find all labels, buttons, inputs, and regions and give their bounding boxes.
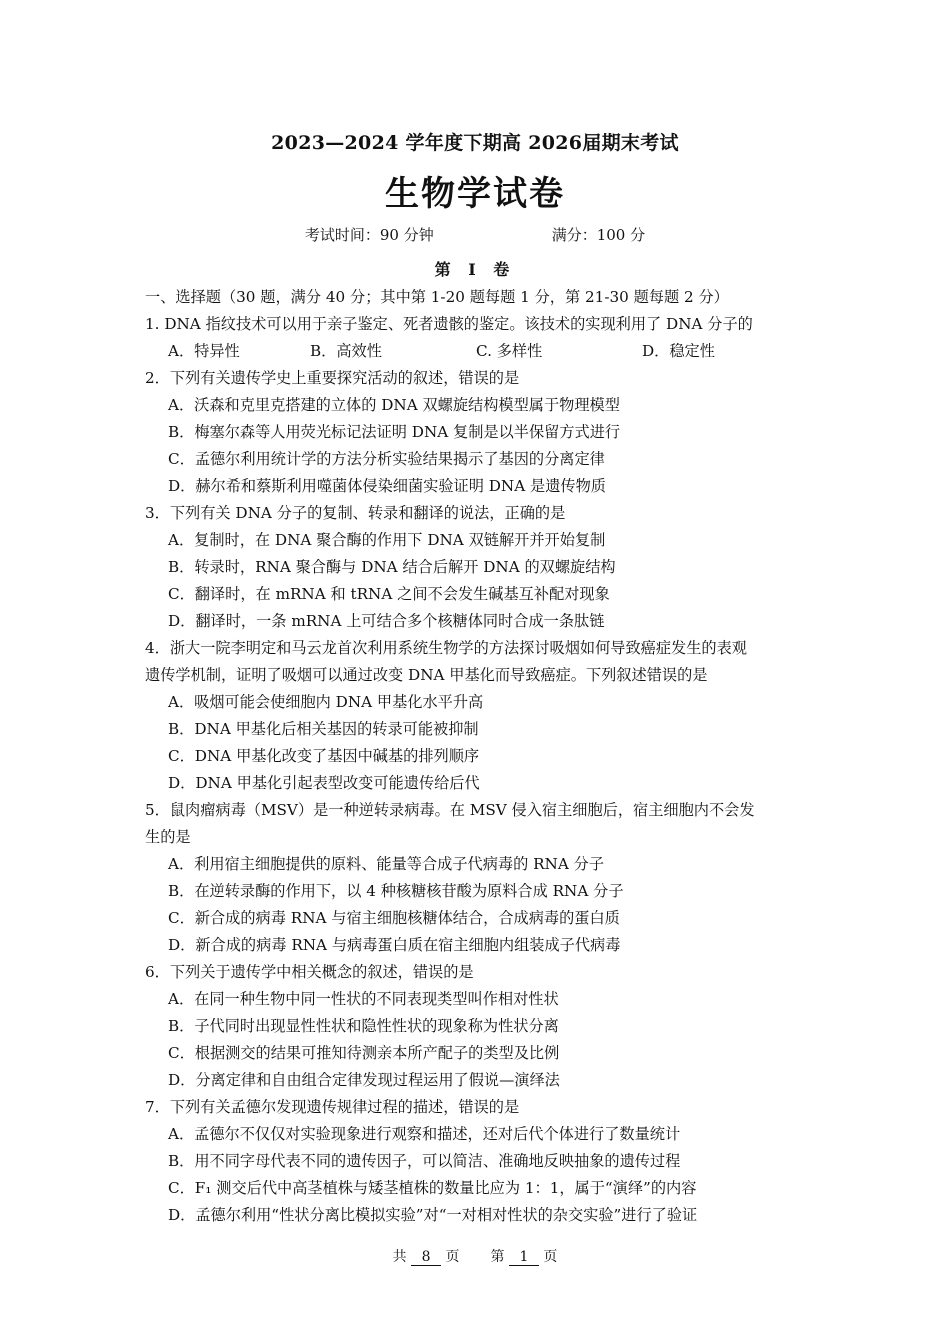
question-7 (145, 1094, 810, 1229)
option-c: C．孟德尔利用统计学的方法分析实验结果揭示了基因的分离定律 (168, 450, 605, 468)
question-content (145, 284, 810, 1229)
option-d: D．DNA 甲基化引起表型改变可能遗传给后代 (168, 774, 480, 792)
question-stem: 4．浙大一院李明定和马云龙首次利用系统生物学的方法探讨吸烟如何导致癌症发生的表观 (145, 639, 747, 657)
option-a: A．复制时，在 DNA 聚合酶的作用下 DNA 双链解开并开始复制 (168, 531, 606, 549)
option-b: B．在逆转录酶的作用下，以 4 种核糖核苷酸为原料合成 RNA 分子 (168, 882, 624, 900)
option-c: C．DNA 甲基化改变了基因中碱基的排列顺序 (168, 747, 480, 765)
current-page: 1 (509, 1250, 539, 1266)
part-title: 第 Ⅰ 卷 (434, 260, 516, 279)
exam-time: 考试时间：90 分钟 (304, 226, 434, 244)
option-a: A．在同一种生物中同一性状的不同表现类型叫作相对性状 (168, 990, 559, 1008)
exam-title: 2023—2024 学年度下期高 2026届期末考试 (271, 132, 679, 154)
option-a: A．孟德尔不仅仅对实验现象进行观察和描述，还对后代个体进行了数量统计 (168, 1125, 681, 1143)
question-5 (145, 797, 810, 959)
question-stem: 2．下列有关遗传学史上重要探究活动的叙述，错误的是 (145, 369, 520, 387)
section-heading: 一、选择题（30 题，满分 40 分；其中第 1-20 题每题 1 分，第 21-30 题每题 2 分） (145, 288, 729, 306)
option-c: C．翻译时，在 mRNA 和 tRNA 之间不会发生碱基互补配对现象 (168, 585, 610, 603)
question-stem: 6．下列关于遗传学中相关概念的叙述，错误的是 (145, 963, 474, 981)
options-row (145, 338, 810, 365)
option-d: D．赫尔希和蔡斯利用噬菌体侵染细菌实验证明 DNA 是遗传物质 (168, 477, 606, 495)
option-c: C．F₁ 测交后代中高茎植株与矮茎植株的数量比应为 1：1，属于“演绎”的内容 (168, 1179, 697, 1197)
question-6 (145, 959, 810, 1094)
exam-info (0, 224, 950, 245)
current-suffix: 页 (543, 1249, 558, 1265)
subject-title: 生物学试卷 (385, 174, 565, 214)
question-stem-continued: 生的是 (145, 828, 191, 846)
question-stem: 7．下列有关孟德尔发现遗传规律过程的描述，错误的是 (145, 1098, 520, 1116)
page-footer (0, 1246, 950, 1266)
question-stem: 5．鼠肉瘤病毒（MSV）是一种逆转录病毒。在 MSV 侵入宿主细胞后，宿主细胞内不会发 (145, 801, 755, 819)
question-stem-continued: 遗传学机制，证明了吸烟可以通过改变 DNA 甲基化而导致癌症。下列叙述错误的是 (145, 666, 708, 684)
option-b: B．转录时，RNA 聚合酶与 DNA 结合后解开 DNA 的双螺旋结构 (168, 558, 616, 576)
current-prefix: 第 (490, 1249, 505, 1265)
option-a: A．沃森和克里克搭建的立体的 DNA 双螺旋结构模型属于物理模型 (168, 396, 620, 414)
option-d: D．分离定律和自由组合定律发现过程运用了假说—演绎法 (168, 1071, 560, 1089)
option-b: B．高效性 (310, 342, 382, 360)
option-d: D．孟德尔利用“性状分离比模拟实验”对“一对相对性状的杂交实验”进行了验证 (168, 1206, 698, 1224)
option-d: D．翻译时，一条 mRNA 上可结合多个核糖体同时合成一条肽链 (168, 612, 605, 630)
question-3 (145, 500, 810, 635)
option-c: C. 多样性 (476, 342, 543, 360)
option-b: B．梅塞尔森等人用荧光标记法证明 DNA 复制是以半保留方式进行 (168, 423, 621, 441)
option-d: D．稳定性 (642, 342, 715, 360)
total-pages: 8 (411, 1250, 441, 1266)
option-c: C．新合成的病毒 RNA 与宿主细胞核糖体结合，合成病毒的蛋白质 (168, 909, 620, 927)
option-a: A．特异性 (168, 342, 240, 360)
question-stem: 1. DNA 指纹技术可以用于亲子鉴定、死者遗骸的鉴定。该技术的实现利用了 DNA 分子的 (145, 315, 753, 333)
option-c: C．根据测交的结果可推知待测亲本所产配子的类型及比例 (168, 1044, 560, 1062)
question-stem: 3．下列有关 DNA 分子的复制、转录和翻译的说法，正确的是 (145, 504, 566, 522)
option-b: B．子代同时出现显性性状和隐性性状的现象称为性状分离 (168, 1017, 559, 1035)
option-a: A．吸烟可能会使细胞内 DNA 甲基化水平升高 (168, 693, 484, 711)
question-1 (145, 311, 810, 365)
question-2 (145, 365, 810, 500)
exam-full-score: 满分：100 分 (551, 226, 646, 244)
option-b: B．DNA 甲基化后相关基因的转录可能被抑制 (168, 720, 479, 738)
total-prefix: 共 (392, 1249, 407, 1265)
option-a: A．利用宿主细胞提供的原料、能量等合成子代病毒的 RNA 分子 (168, 855, 605, 873)
total-suffix: 页 (445, 1249, 460, 1265)
question-4 (145, 635, 810, 797)
option-d: D．新合成的病毒 RNA 与病毒蛋白质在宿主细胞内组装成子代病毒 (168, 936, 621, 954)
option-b: B．用不同字母代表不同的遗传因子，可以简洁、准确地反映抽象的遗传过程 (168, 1152, 681, 1170)
